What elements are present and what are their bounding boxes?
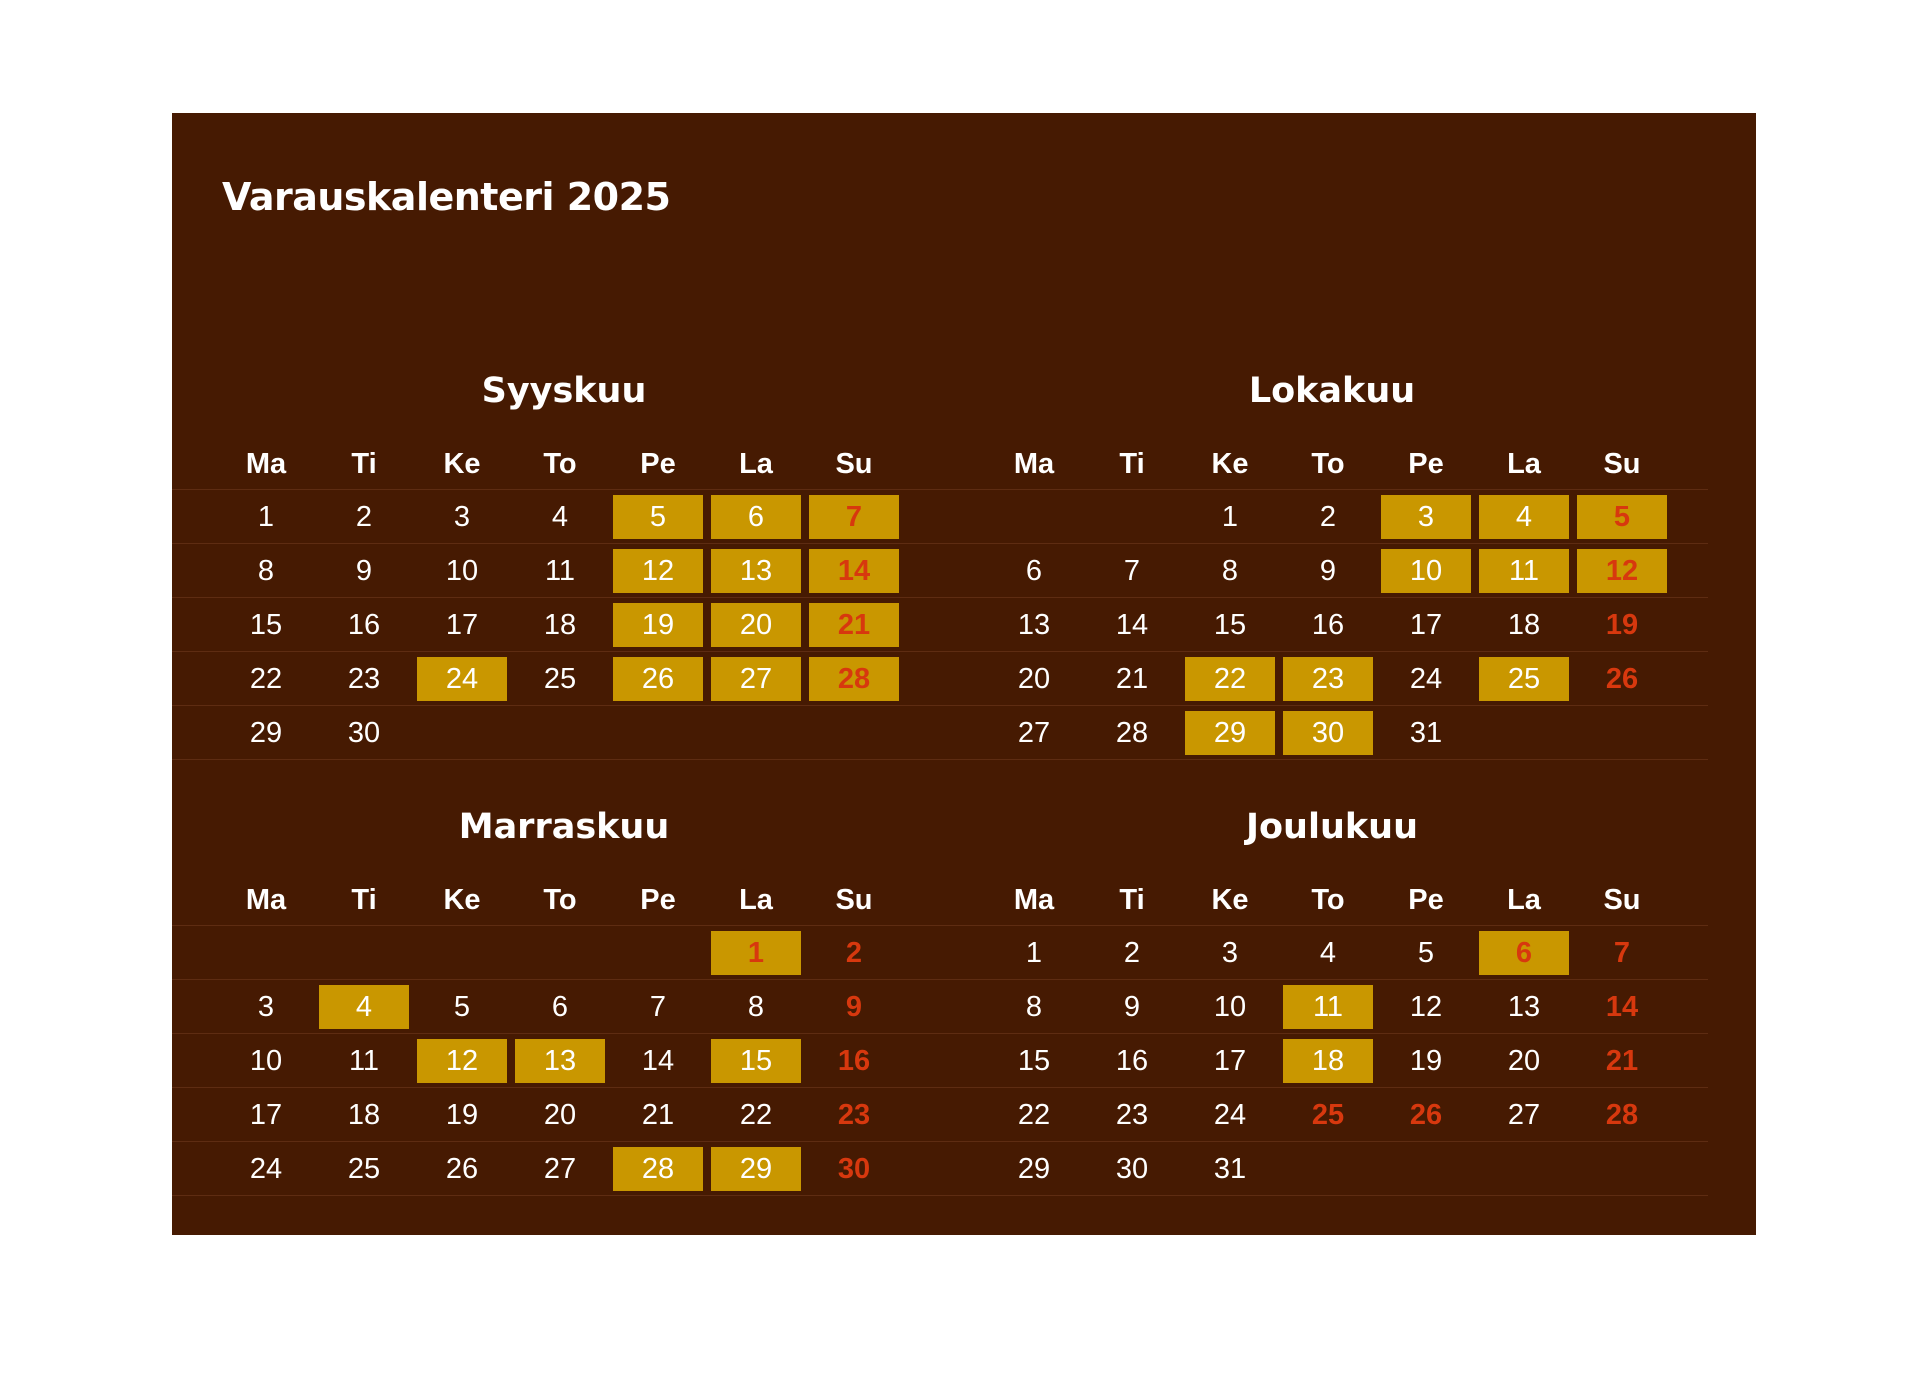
weekday-label: Ke <box>1211 883 1249 916</box>
day-cell[interactable]: 26 <box>1605 662 1639 695</box>
day-cell[interactable]: 7 <box>649 990 667 1023</box>
week-row <box>172 1033 940 1087</box>
booked-day-cell[interactable]: 4 <box>1479 495 1569 539</box>
weekday-label: Ke <box>443 883 481 916</box>
booked-day-cell[interactable]: 5 <box>613 495 703 539</box>
weekday-label: Su <box>835 447 873 480</box>
day-cell[interactable]: 17 <box>249 1098 283 1131</box>
day-cell[interactable]: 30 <box>1115 1152 1149 1185</box>
week-row <box>940 651 1708 705</box>
day-cell[interactable]: 2 <box>845 936 863 969</box>
week-row <box>172 705 940 760</box>
week-row <box>940 1087 1708 1141</box>
week-row <box>172 979 940 1033</box>
booked-day-cell[interactable]: 7 <box>809 495 899 539</box>
week-row <box>940 489 1708 543</box>
weeks <box>940 925 1708 1196</box>
day-cell[interactable]: 23 <box>837 1098 871 1131</box>
week-row <box>940 925 1708 979</box>
empty-day-cell <box>809 711 899 755</box>
day-cell[interactable]: 14 <box>1115 608 1149 641</box>
weekday-label: Ma <box>245 883 287 916</box>
week-row <box>940 979 1708 1033</box>
week-row <box>940 1141 1708 1196</box>
weekday-label: Ke <box>1211 447 1249 480</box>
day-cell[interactable]: 4 <box>1319 936 1337 969</box>
day-cell[interactable]: 21 <box>1115 662 1149 695</box>
booked-day-cell[interactable]: 11 <box>1283 985 1373 1029</box>
booked-day-cell[interactable]: 1 <box>711 931 801 975</box>
weekday-label: Su <box>1603 883 1641 916</box>
booked-day-cell[interactable]: 21 <box>809 603 899 647</box>
day-cell[interactable]: 19 <box>445 1098 479 1131</box>
day-cell[interactable]: 26 <box>1409 1098 1443 1131</box>
week-row <box>940 705 1708 760</box>
day-cell[interactable]: 25 <box>543 662 577 695</box>
weekday-label: La <box>739 883 773 916</box>
month-title: Syyskuu <box>481 371 647 411</box>
day-cell[interactable]: 20 <box>543 1098 577 1131</box>
month-calendar-november <box>172 801 940 1196</box>
day-cell[interactable]: 24 <box>1409 662 1443 695</box>
week-row <box>172 1087 940 1141</box>
day-cell[interactable]: 3 <box>1221 936 1239 969</box>
empty-day-cell <box>1577 1147 1667 1191</box>
empty-day-cell <box>1479 711 1569 755</box>
weekday-label: To <box>543 447 577 480</box>
day-cell[interactable]: 23 <box>347 662 381 695</box>
month-title: Marraskuu <box>458 807 670 847</box>
empty-day-cell <box>989 495 1079 539</box>
month-title-wrap <box>940 801 1708 853</box>
day-cell[interactable]: 8 <box>1025 990 1043 1023</box>
day-cell[interactable]: 16 <box>1311 608 1345 641</box>
day-cell[interactable]: 5 <box>453 990 471 1023</box>
day-cell[interactable]: 28 <box>1605 1098 1639 1131</box>
week-row <box>172 597 940 651</box>
day-cell[interactable]: 27 <box>543 1152 577 1185</box>
day-cell[interactable]: 26 <box>445 1152 479 1185</box>
weeks <box>172 925 940 1196</box>
day-cell[interactable]: 8 <box>257 554 275 587</box>
booked-day-cell[interactable]: 10 <box>1381 549 1471 593</box>
day-cell[interactable]: 8 <box>1221 554 1239 587</box>
month-title-wrap <box>940 365 1708 417</box>
day-cell[interactable]: 21 <box>641 1098 675 1131</box>
day-cell[interactable]: 11 <box>348 1044 380 1077</box>
weekday-label: Ti <box>1119 883 1145 916</box>
booked-day-cell[interactable]: 18 <box>1283 1039 1373 1083</box>
booked-day-cell[interactable]: 27 <box>711 657 801 701</box>
day-cell[interactable]: 14 <box>1605 990 1639 1023</box>
day-cell[interactable]: 1 <box>1221 500 1239 533</box>
booked-day-cell[interactable]: 6 <box>1479 931 1569 975</box>
empty-day-cell <box>515 931 605 975</box>
day-cell[interactable]: 17 <box>1409 608 1443 641</box>
empty-day-cell <box>221 931 311 975</box>
week-row <box>940 1033 1708 1087</box>
day-cell[interactable]: 4 <box>551 500 569 533</box>
day-cell[interactable]: 5 <box>1417 936 1435 969</box>
day-cell[interactable]: 10 <box>249 1044 283 1077</box>
booked-day-cell[interactable]: 26 <box>613 657 703 701</box>
day-cell[interactable]: 9 <box>845 990 863 1023</box>
weekday-label: To <box>1311 883 1345 916</box>
booked-day-cell[interactable]: 12 <box>417 1039 507 1083</box>
booked-day-cell[interactable]: 28 <box>809 657 899 701</box>
booked-day-cell[interactable]: 13 <box>711 549 801 593</box>
empty-day-cell <box>1577 711 1667 755</box>
weekday-label: Su <box>1603 447 1641 480</box>
day-cell[interactable]: 2 <box>1319 500 1337 533</box>
week-row <box>172 543 940 597</box>
month-title: Lokakuu <box>1248 371 1416 411</box>
month-calendar-december <box>940 801 1708 1196</box>
day-cell[interactable]: 3 <box>453 500 471 533</box>
day-cell[interactable]: 19 <box>1605 608 1639 641</box>
booked-day-cell[interactable]: 15 <box>711 1039 801 1083</box>
weekday-label: Pe <box>1408 447 1444 480</box>
day-cell[interactable]: 18 <box>347 1098 381 1131</box>
day-cell[interactable]: 13 <box>1017 608 1051 641</box>
week-row <box>172 489 940 543</box>
weekday-label: Ti <box>351 447 377 480</box>
weekday-header <box>940 439 1708 489</box>
booked-day-cell[interactable]: 14 <box>809 549 899 593</box>
weekday-label: Ma <box>1013 883 1055 916</box>
weekday-label: Ma <box>1013 447 1055 480</box>
weekday-label: Pe <box>640 883 676 916</box>
day-cell[interactable]: 13 <box>1507 990 1541 1023</box>
booked-day-cell[interactable]: 12 <box>613 549 703 593</box>
day-cell[interactable]: 29 <box>249 716 283 749</box>
weekday-label: Pe <box>1408 883 1444 916</box>
empty-day-cell <box>417 931 507 975</box>
booked-day-cell[interactable]: 24 <box>417 657 507 701</box>
day-cell[interactable]: 19 <box>1409 1044 1443 1077</box>
day-cell[interactable]: 27 <box>1507 1098 1541 1131</box>
weekday-label: Ma <box>245 447 287 480</box>
day-cell[interactable]: 2 <box>355 500 373 533</box>
day-cell[interactable]: 31 <box>1409 716 1443 749</box>
day-cell[interactable]: 24 <box>1213 1098 1247 1131</box>
day-cell[interactable]: 30 <box>347 716 381 749</box>
day-cell[interactable]: 24 <box>249 1152 283 1185</box>
booked-day-cell[interactable]: 29 <box>1185 711 1275 755</box>
empty-day-cell <box>319 931 409 975</box>
day-cell[interactable]: 22 <box>1017 1098 1051 1131</box>
booked-day-cell[interactable]: 29 <box>711 1147 801 1191</box>
day-cell[interactable]: 9 <box>355 554 373 587</box>
day-cell[interactable]: 18 <box>1507 608 1541 641</box>
booked-day-cell[interactable]: 30 <box>1283 711 1373 755</box>
day-cell[interactable]: 12 <box>1409 990 1443 1023</box>
empty-day-cell <box>515 711 605 755</box>
day-cell[interactable]: 6 <box>1025 554 1043 587</box>
day-cell[interactable]: 15 <box>1213 608 1247 641</box>
weekday-label: La <box>739 447 773 480</box>
week-row <box>940 597 1708 651</box>
day-cell[interactable]: 23 <box>1115 1098 1149 1131</box>
day-cell[interactable]: 16 <box>1115 1044 1149 1077</box>
day-cell[interactable]: 1 <box>257 500 275 533</box>
day-cell[interactable]: 7 <box>1123 554 1141 587</box>
booked-day-cell[interactable]: 19 <box>613 603 703 647</box>
booked-day-cell[interactable]: 23 <box>1283 657 1373 701</box>
day-cell[interactable]: 15 <box>1017 1044 1051 1077</box>
day-cell[interactable]: 28 <box>1115 716 1149 749</box>
week-row <box>172 651 940 705</box>
booked-day-cell[interactable]: 20 <box>711 603 801 647</box>
weeks <box>940 489 1708 760</box>
day-cell[interactable]: 29 <box>1017 1152 1051 1185</box>
booked-day-cell[interactable]: 12 <box>1577 549 1667 593</box>
day-cell[interactable]: 16 <box>347 608 381 641</box>
day-cell[interactable]: 22 <box>739 1098 773 1131</box>
day-cell[interactable]: 3 <box>257 990 275 1023</box>
weekday-header <box>172 875 940 925</box>
day-cell[interactable]: 17 <box>445 608 479 641</box>
day-cell[interactable]: 7 <box>1613 936 1631 969</box>
weeks <box>172 489 940 760</box>
day-cell[interactable]: 22 <box>249 662 283 695</box>
weekday-label: La <box>1507 883 1541 916</box>
weekday-header <box>172 439 940 489</box>
weekday-header <box>940 875 1708 925</box>
booked-day-cell[interactable]: 3 <box>1381 495 1471 539</box>
page-title: Varauskalenteri 2025 <box>222 175 671 219</box>
empty-day-cell <box>417 711 507 755</box>
empty-day-cell <box>1479 1147 1569 1191</box>
weekday-label: Pe <box>640 447 676 480</box>
day-cell[interactable]: 9 <box>1123 990 1141 1023</box>
day-cell[interactable]: 30 <box>837 1152 871 1185</box>
weekday-label: La <box>1507 447 1541 480</box>
month-calendar-october <box>940 365 1708 760</box>
day-cell[interactable]: 25 <box>1311 1098 1345 1131</box>
day-cell[interactable]: 2 <box>1123 936 1141 969</box>
weekday-label: Su <box>835 883 873 916</box>
day-cell[interactable]: 11 <box>544 554 576 587</box>
weekday-label: To <box>543 883 577 916</box>
weekday-label: Ti <box>1119 447 1145 480</box>
booked-day-cell[interactable]: 6 <box>711 495 801 539</box>
day-cell[interactable]: 20 <box>1507 1044 1541 1077</box>
booked-day-cell[interactable]: 4 <box>319 985 409 1029</box>
day-cell[interactable]: 8 <box>747 990 765 1023</box>
month-title-wrap <box>172 365 940 417</box>
empty-day-cell <box>613 931 703 975</box>
empty-day-cell <box>613 711 703 755</box>
booked-day-cell[interactable]: 22 <box>1185 657 1275 701</box>
day-cell[interactable]: 18 <box>543 608 577 641</box>
booked-day-cell[interactable]: 11 <box>1479 549 1569 593</box>
booked-day-cell[interactable]: 5 <box>1577 495 1667 539</box>
day-cell[interactable]: 21 <box>1605 1044 1639 1077</box>
calendar-panel <box>172 113 1756 1235</box>
day-cell[interactable]: 14 <box>641 1044 675 1077</box>
empty-day-cell <box>1283 1147 1373 1191</box>
week-row <box>940 543 1708 597</box>
day-cell[interactable]: 25 <box>347 1152 381 1185</box>
month-calendar-september <box>172 365 940 760</box>
day-cell[interactable]: 1 <box>1025 936 1043 969</box>
day-cell[interactable]: 27 <box>1017 716 1051 749</box>
day-cell[interactable]: 6 <box>551 990 569 1023</box>
day-cell[interactable]: 16 <box>837 1044 871 1077</box>
month-title: Joulukuu <box>1245 807 1418 847</box>
weekday-label: Ke <box>443 447 481 480</box>
booked-day-cell[interactable]: 13 <box>515 1039 605 1083</box>
weekday-label: To <box>1311 447 1345 480</box>
day-cell[interactable]: 10 <box>1213 990 1247 1023</box>
day-cell[interactable]: 15 <box>249 608 283 641</box>
empty-day-cell <box>1381 1147 1471 1191</box>
weekday-label: Ti <box>351 883 377 916</box>
month-title-wrap <box>172 801 940 853</box>
day-cell[interactable]: 20 <box>1017 662 1051 695</box>
day-cell[interactable]: 17 <box>1213 1044 1247 1077</box>
day-cell[interactable]: 9 <box>1319 554 1337 587</box>
booked-day-cell[interactable]: 25 <box>1479 657 1569 701</box>
week-row <box>172 1141 940 1196</box>
empty-day-cell <box>711 711 801 755</box>
week-row <box>172 925 940 979</box>
empty-day-cell <box>1087 495 1177 539</box>
day-cell[interactable]: 31 <box>1213 1152 1247 1185</box>
booked-day-cell[interactable]: 28 <box>613 1147 703 1191</box>
day-cell[interactable]: 10 <box>445 554 479 587</box>
